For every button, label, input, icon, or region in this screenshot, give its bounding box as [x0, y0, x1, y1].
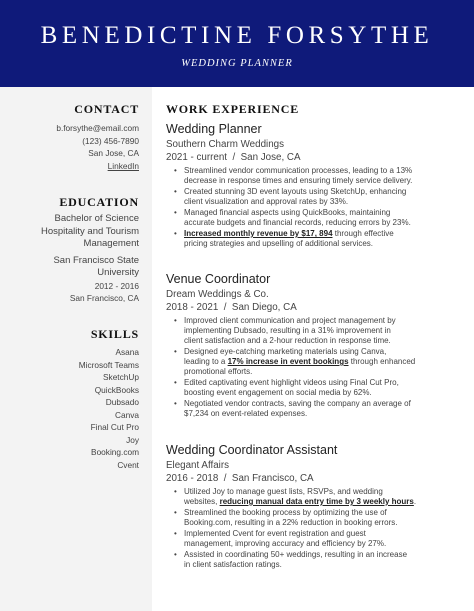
- job-title: Venue Coordinator: [166, 272, 271, 286]
- job-meta: 2021 - current / San Jose, CA: [166, 152, 301, 163]
- skills-list: [79, 346, 139, 471]
- skill-item: Dubsado: [105, 397, 139, 407]
- job-entry: [166, 271, 466, 420]
- degree-line: Management: [83, 238, 139, 249]
- bullet-highlight: Increased monthly revenue by $17, 894: [184, 229, 333, 238]
- skill-item: Asana: [115, 347, 139, 357]
- education-heading: EDUCATION: [59, 195, 139, 209]
- skill-item: SketchUp: [103, 372, 139, 382]
- bullet-text: pricing strategies and upselling of additional services.: [184, 239, 373, 248]
- job-bullet: [166, 508, 466, 528]
- skill-item: Joy: [126, 434, 139, 445]
- bullet-text: Booking.com, resulting in a 22% reduction in booking errors.: [184, 518, 398, 527]
- sidebar: [0, 87, 152, 611]
- bullet-text: accurate budgets and financial records, reducing errors by 23%.: [184, 218, 411, 227]
- education-location: San Francisco, CA: [69, 293, 139, 303]
- job-bullet: [166, 316, 466, 346]
- bullet-text: implementing Dubsado, resulting in a 31% improvement in: [184, 326, 391, 335]
- job-meta: 2016 - 2018 / San Francisco, CA: [166, 473, 314, 484]
- resume-header: [0, 0, 474, 87]
- bullet-text: in client satisfaction ratings.: [184, 560, 282, 569]
- skill-item: Final Cut Pro: [90, 422, 139, 432]
- job-entry: [166, 121, 466, 250]
- education-block: [41, 213, 139, 305]
- bullet-text: Assisted in coordinating 50+ weddings, resulting in an increase: [184, 550, 408, 559]
- skills-heading: SKILLS: [90, 327, 139, 341]
- skill-item: Booking.com: [91, 447, 139, 457]
- job-title: Wedding Coordinator Assistant: [166, 443, 338, 457]
- job-bullet: [166, 208, 466, 228]
- work-experience-heading: WORK EXPERIENCE: [166, 102, 300, 116]
- bullet-text: management, improving accuracy and efficiency by 27%.: [184, 539, 387, 548]
- bullet-text: Edited captivating event highlight videos using Final Cut Pro,: [184, 378, 399, 387]
- job-location: San Francisco, CA: [231, 473, 314, 484]
- bullet-text: promotional efforts.: [184, 367, 253, 376]
- linkedin-link[interactable]: LinkedIn: [107, 160, 139, 171]
- bullet-text: Managed financial aspects using QuickBooks, maintaining: [184, 208, 391, 217]
- bullet-text: Negotiated vendor contracts, saving the company an average of: [184, 399, 411, 408]
- job-dates: 2018 - 2021: [166, 302, 219, 313]
- bullet-text: leading to a: [184, 357, 228, 366]
- bullet-text: client visualization and approval rates by 33%.: [184, 197, 349, 206]
- contact-heading: CONTACT: [74, 102, 139, 116]
- job-bullet: [166, 399, 466, 419]
- job-location: San Diego, CA: [231, 302, 297, 313]
- bullet-text: Streamlined vendor communication processes, leading to a 13%: [184, 166, 413, 175]
- job-bullet: [166, 550, 466, 570]
- bullet-text: $7,234 on event-related expenses.: [184, 409, 308, 418]
- candidate-role: WEDDING PLANNER: [181, 58, 293, 69]
- school-line: University: [97, 267, 139, 278]
- bullet-text: client satisfaction and a 2-hour reduction in response time.: [184, 336, 391, 345]
- bullet-text: Utilized Joy to manage guest lists, RSVPs, and wedding: [184, 487, 383, 496]
- skill-item: Cvent: [117, 459, 139, 470]
- job-bullet: [166, 166, 466, 186]
- bullet-text: Improved client communication and project management by: [184, 316, 396, 325]
- school-line: San Francisco State: [53, 254, 139, 266]
- contact-email[interactable]: b.forsythe@email.com: [56, 123, 139, 133]
- bullet-text: Created stunning 3D event layouts using SketchUp, enhancing: [184, 187, 407, 196]
- bullet-text: decrease in response times and ensuring timely service delivery.: [184, 176, 413, 185]
- job-dates: 2021 - current: [166, 152, 227, 163]
- candidate-name: BENEDICTINE FORSYTHE: [40, 22, 434, 49]
- job-company: Elegant Affairs: [166, 460, 229, 471]
- contact-location: San Jose, CA: [88, 148, 139, 158]
- job-bullet: [166, 347, 466, 377]
- job-bullets: [166, 316, 466, 419]
- contact-phone: (123) 456-7890: [82, 135, 139, 146]
- job-bullets: [166, 166, 466, 249]
- skill-item: Canva: [115, 409, 139, 420]
- job-title: Wedding Planner: [166, 122, 262, 136]
- bullet-highlight: reducing manual data entry time by 3 weekly hours: [219, 497, 414, 506]
- bullet-text: websites,: [184, 497, 220, 506]
- job-bullet: [166, 487, 466, 507]
- education-years: 2012 - 2016: [94, 280, 139, 291]
- job-entry: [166, 442, 466, 571]
- job-company: Southern Charm Weddings: [166, 139, 284, 150]
- bullet-text: through enhanced: [348, 357, 416, 366]
- job-meta: 2018 - 2021 / San Diego, CA: [166, 302, 297, 313]
- bullet-text: through effective: [332, 229, 394, 238]
- degree-line: Hospitality and Tourism: [40, 225, 139, 237]
- bullet-text: .: [413, 497, 417, 506]
- job-location: San Jose, CA: [240, 152, 301, 163]
- bullet-highlight: 17% increase in event bookings: [227, 357, 349, 366]
- job-bullet: [166, 187, 466, 207]
- contact-block: [56, 122, 139, 172]
- job-bullets: [166, 487, 466, 570]
- skill-item: QuickBooks: [94, 384, 139, 395]
- degree-line: Bachelor of Science: [54, 213, 139, 224]
- job-company: Dream Weddings & Co.: [166, 289, 269, 300]
- job-bullet: [166, 229, 466, 249]
- skill-item: Microsoft Teams: [78, 359, 139, 370]
- bullet-text: Designed eye-catching marketing materials using Canva,: [184, 347, 387, 356]
- job-dates: 2016 - 2018: [166, 473, 219, 484]
- bullet-text: Streamlined the booking process by optimizing the use of: [184, 508, 387, 517]
- job-bullet: [166, 378, 466, 398]
- bullet-text: Implemented Cvent for event registration and guest: [184, 529, 366, 538]
- bullet-text: boosting event engagement on social media by 62%.: [184, 388, 372, 397]
- job-bullet: [166, 529, 466, 549]
